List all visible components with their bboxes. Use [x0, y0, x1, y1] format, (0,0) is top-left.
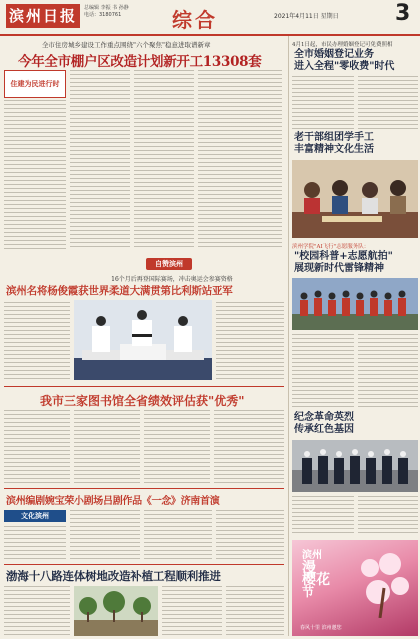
- story2-headline: [294, 49, 418, 73]
- story3-photo: [292, 160, 418, 238]
- story2-body-col1: [292, 76, 354, 130]
- story2-body-col2: [358, 76, 418, 130]
- story8-top-rule: [4, 488, 284, 489]
- story9-top-rule: [4, 564, 284, 565]
- story1-body-col3: [134, 70, 194, 250]
- story5-badge: 自赞滨州: [146, 258, 192, 270]
- story4-headline: [294, 251, 418, 275]
- masthead-meta-line1: 总编辑 李振 书 孙静: [84, 5, 129, 11]
- story8-body-col1: [4, 526, 66, 560]
- story6-body-col3: [144, 410, 210, 484]
- story7-photo: [292, 440, 418, 492]
- blossom-icon: [350, 548, 414, 618]
- masthead-meta: [84, 5, 129, 19]
- story5-kicker: 16个月后再登国际赛场，冲击奥运会参赛资格: [111, 276, 233, 283]
- story4-body-col1: [292, 334, 354, 408]
- masthead-meta-line2: 电话：3180761: [84, 12, 122, 18]
- story7-headline-line1: 纪念革命英烈: [294, 412, 354, 423]
- cherry-blossom-festival-ad: [292, 540, 418, 636]
- story4-headline-line1: "校园科普+志愿航拍": [294, 251, 393, 262]
- story1-side-badge: 住建为民进行时: [10, 80, 60, 88]
- story5-photo: [74, 300, 212, 380]
- story1-kicker: 全市住房城乡建设工作重点围绕"六个聚焦"稳意进取谱新章: [42, 41, 211, 49]
- story4-body-col2: [358, 334, 418, 408]
- memorial-ceremony-photo-illustration: [292, 440, 418, 492]
- story3-headline: [294, 132, 418, 156]
- page-number: 3: [395, 1, 411, 26]
- story7-headline-line2: 传承红色基因: [294, 424, 354, 435]
- story6-top-rule: [4, 386, 284, 387]
- crafts-photo-illustration: [292, 160, 418, 238]
- story9-headline: 渤海十八路连体树地改造补植工程顺利推进: [6, 569, 221, 583]
- story5-headline: 滨州名将杨俊霞获世界柔道大满贯第比利斯站亚军: [6, 285, 233, 297]
- story6-headline: 我市三家图书馆全省绩效评估获"优秀": [40, 394, 245, 408]
- story1-body-col4: [198, 70, 282, 250]
- ad-title-line1: 滨州: [302, 550, 322, 561]
- story6-body-col2: [74, 410, 140, 484]
- ad-footer: 春风十里 滨州邀您: [300, 625, 342, 631]
- story2-headline-line2: 进入全程"零收费"时代: [294, 61, 395, 72]
- story9-body-col3: [226, 586, 284, 636]
- newspaper-logo: 滨州日报: [6, 4, 80, 28]
- story9-badge: 文化滨州: [4, 510, 66, 522]
- story6-body-col1: [4, 410, 70, 484]
- story8-headline: 滨州编剧婉宝荣小剧场吕剧作品《一念》济南首演: [6, 496, 220, 507]
- story5-body-col2: [216, 302, 284, 382]
- story8-body-col3: [144, 510, 212, 560]
- story3-headline-line1: 老干部组团学手工: [294, 132, 374, 143]
- ad-title-line4: 节: [302, 585, 315, 599]
- story4-kicker: 滨州学院"AI飞行"志愿服务队：: [292, 244, 370, 250]
- story1-body-col1: [4, 100, 66, 250]
- column-divider: [288, 36, 289, 636]
- story4-photo: [292, 278, 418, 330]
- story8-body-col4: [216, 510, 284, 560]
- ad-title-line3: 樱花: [302, 572, 330, 588]
- story1-headline: 今年全市棚户区改造计划新开工13308套: [18, 54, 262, 70]
- story9-body-col2: [162, 586, 222, 636]
- story7-body-col2: [358, 496, 418, 536]
- story5-body-col1: [4, 302, 70, 382]
- story2-kicker: 4月1日起，市民办理婚姻登记可免费照相: [292, 42, 393, 48]
- ad-title: [302, 550, 330, 598]
- issue-date: 2021年4月11日 星期日: [274, 13, 339, 20]
- story3-headline-line2: 丰富精神文化生活: [294, 144, 374, 155]
- ad-title-line2: 漫: [302, 560, 316, 576]
- story8-body-col2: [70, 510, 140, 560]
- story4-headline-line2: 展现新时代雷锋精神: [294, 263, 384, 274]
- story7-body-col1: [292, 496, 354, 536]
- section-title: 综合: [172, 8, 218, 32]
- drone-team-photo-illustration: [292, 278, 418, 330]
- story1-logo-box: [4, 70, 66, 98]
- story9-photo: [74, 586, 158, 636]
- masthead: [0, 0, 420, 36]
- story7-headline: [294, 412, 418, 436]
- story6-body-col4: [214, 410, 284, 484]
- judo-podium-photo-illustration: [74, 300, 212, 380]
- story1-body-col2: [70, 70, 130, 250]
- tree-planting-photo-illustration: [74, 586, 158, 636]
- story9-body-col1: [4, 586, 70, 636]
- story2-headline-line1: 全市婚姻登记业务: [294, 49, 374, 60]
